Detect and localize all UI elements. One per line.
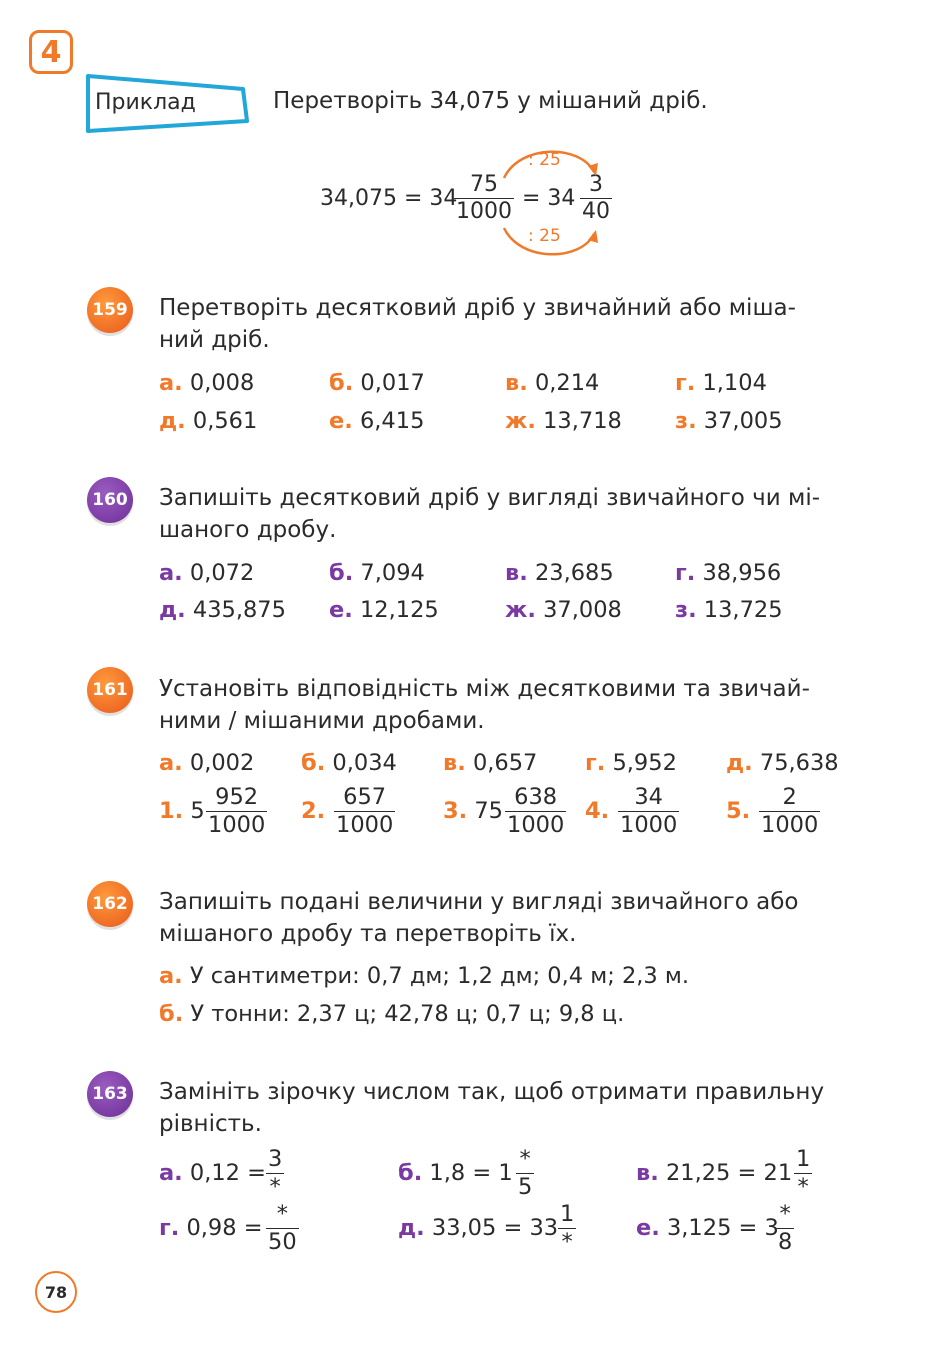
equation-fraction: * 8 xyxy=(778,1201,793,1255)
formula-mid: = 34 xyxy=(522,186,576,211)
equation-fraction: 1 * xyxy=(796,1146,811,1200)
equation-fraction: * 50 xyxy=(268,1201,297,1255)
formula-fraction-1: 75 1000 xyxy=(456,172,512,224)
answer-option: е. 6,415 xyxy=(329,408,425,434)
task-text: Установіть відповідність між десятковими та звичай- ними / мішаними дробами. xyxy=(159,676,810,734)
answer-option: б. 0,034 xyxy=(301,750,397,776)
task-text: Запишіть подані величини у вигляді звичайного або мішаного дробу та перетворіть їх. xyxy=(159,889,799,947)
task-number-badge: 161 xyxy=(87,667,133,713)
equation-fraction: 1 * xyxy=(560,1201,575,1255)
task-text: Запишіть десятковий дріб у вигляді звичайного чи мі- шаного дробу. xyxy=(159,485,821,543)
answer-option: в. 23,685 xyxy=(505,560,614,586)
example-text: Перетворіть 34,075 у мішаний дріб. xyxy=(273,88,708,114)
match-fraction: 952 1000 xyxy=(208,784,266,838)
answer-option: ж. 37,008 xyxy=(505,597,622,623)
answer-option: з. 13,725 xyxy=(675,597,783,623)
match-option: 2. xyxy=(301,798,326,824)
answer-option: е. 12,125 xyxy=(329,597,439,623)
match-fraction: 638 1000 xyxy=(507,784,565,838)
task-number-badge: 163 xyxy=(87,1071,133,1117)
answer-option: д. 0,561 xyxy=(159,408,258,434)
answer-option: д. 435,875 xyxy=(159,597,286,623)
equation-option: г. 0,98 = xyxy=(159,1215,263,1241)
match-fraction: 34 1000 xyxy=(620,784,678,838)
answer-option: а. 0,008 xyxy=(159,370,255,396)
match-option: 3. 75 xyxy=(443,798,503,824)
task-text: Перетворіть десятковий дріб у звичайний або міша- ний дріб. xyxy=(159,295,796,353)
answer-option: г. 5,952 xyxy=(585,750,677,776)
answer-option: в. 0,657 xyxy=(443,750,538,776)
task-number-badge: 162 xyxy=(87,881,133,927)
answer-option: а. У сантиметри: 0,7 дм; 1,2 дм; 0,4 м; 2,3 м. xyxy=(159,963,690,989)
arrow-top-label: : 25 xyxy=(528,150,561,170)
answer-option: г. 1,104 xyxy=(675,370,767,396)
formula-fraction-2: 3 40 xyxy=(582,172,610,224)
equation-option: д. 33,05 = 33 xyxy=(398,1215,559,1241)
example-label: Приклад xyxy=(95,90,196,115)
match-option: 4. xyxy=(585,798,610,824)
equation-fraction: * 5 xyxy=(518,1146,533,1200)
page-number: 78 xyxy=(35,1271,77,1313)
answer-option: б. 0,017 xyxy=(329,370,425,396)
task-text: Замініть зірочку числом так, щоб отримати правильну рівність. xyxy=(159,1079,825,1137)
answer-option: а. 0,072 xyxy=(159,560,255,586)
answer-option: а. 0,002 xyxy=(159,750,255,776)
chapter-number: 4 xyxy=(29,30,73,74)
answer-option: д. 75,638 xyxy=(726,750,839,776)
example-formula xyxy=(320,150,640,260)
answer-option: ж. 13,718 xyxy=(505,408,622,434)
match-fraction: 657 1000 xyxy=(336,784,394,838)
equation-fraction: 3 * xyxy=(268,1146,283,1200)
match-option: 5. xyxy=(726,798,751,824)
answer-option: б. 7,094 xyxy=(329,560,425,586)
equation-option: е. 3,125 = 3 xyxy=(636,1215,779,1241)
task-number-badge: 160 xyxy=(87,477,133,523)
arrow-bottom-label: : 25 xyxy=(528,226,561,246)
answer-option: б. У тонни: 2,37 ц; 42,78 ц; 0,7 ц; 9,8 ц. xyxy=(159,1001,625,1027)
match-fraction: 2 1000 xyxy=(761,784,819,838)
answer-option: в. 0,214 xyxy=(505,370,600,396)
answer-option: г. 38,956 xyxy=(675,560,782,586)
equation-option: в. 21,25 = 21 xyxy=(636,1160,793,1186)
equation-option: а. 0,12 = xyxy=(159,1160,266,1186)
equation-option: б. 1,8 = 1 xyxy=(398,1160,513,1186)
answer-option: з. 37,005 xyxy=(675,408,783,434)
match-option: 1. 5 xyxy=(159,798,205,824)
formula-left: 34,075 = 34 xyxy=(320,186,458,211)
task-number-badge: 159 xyxy=(87,287,133,333)
